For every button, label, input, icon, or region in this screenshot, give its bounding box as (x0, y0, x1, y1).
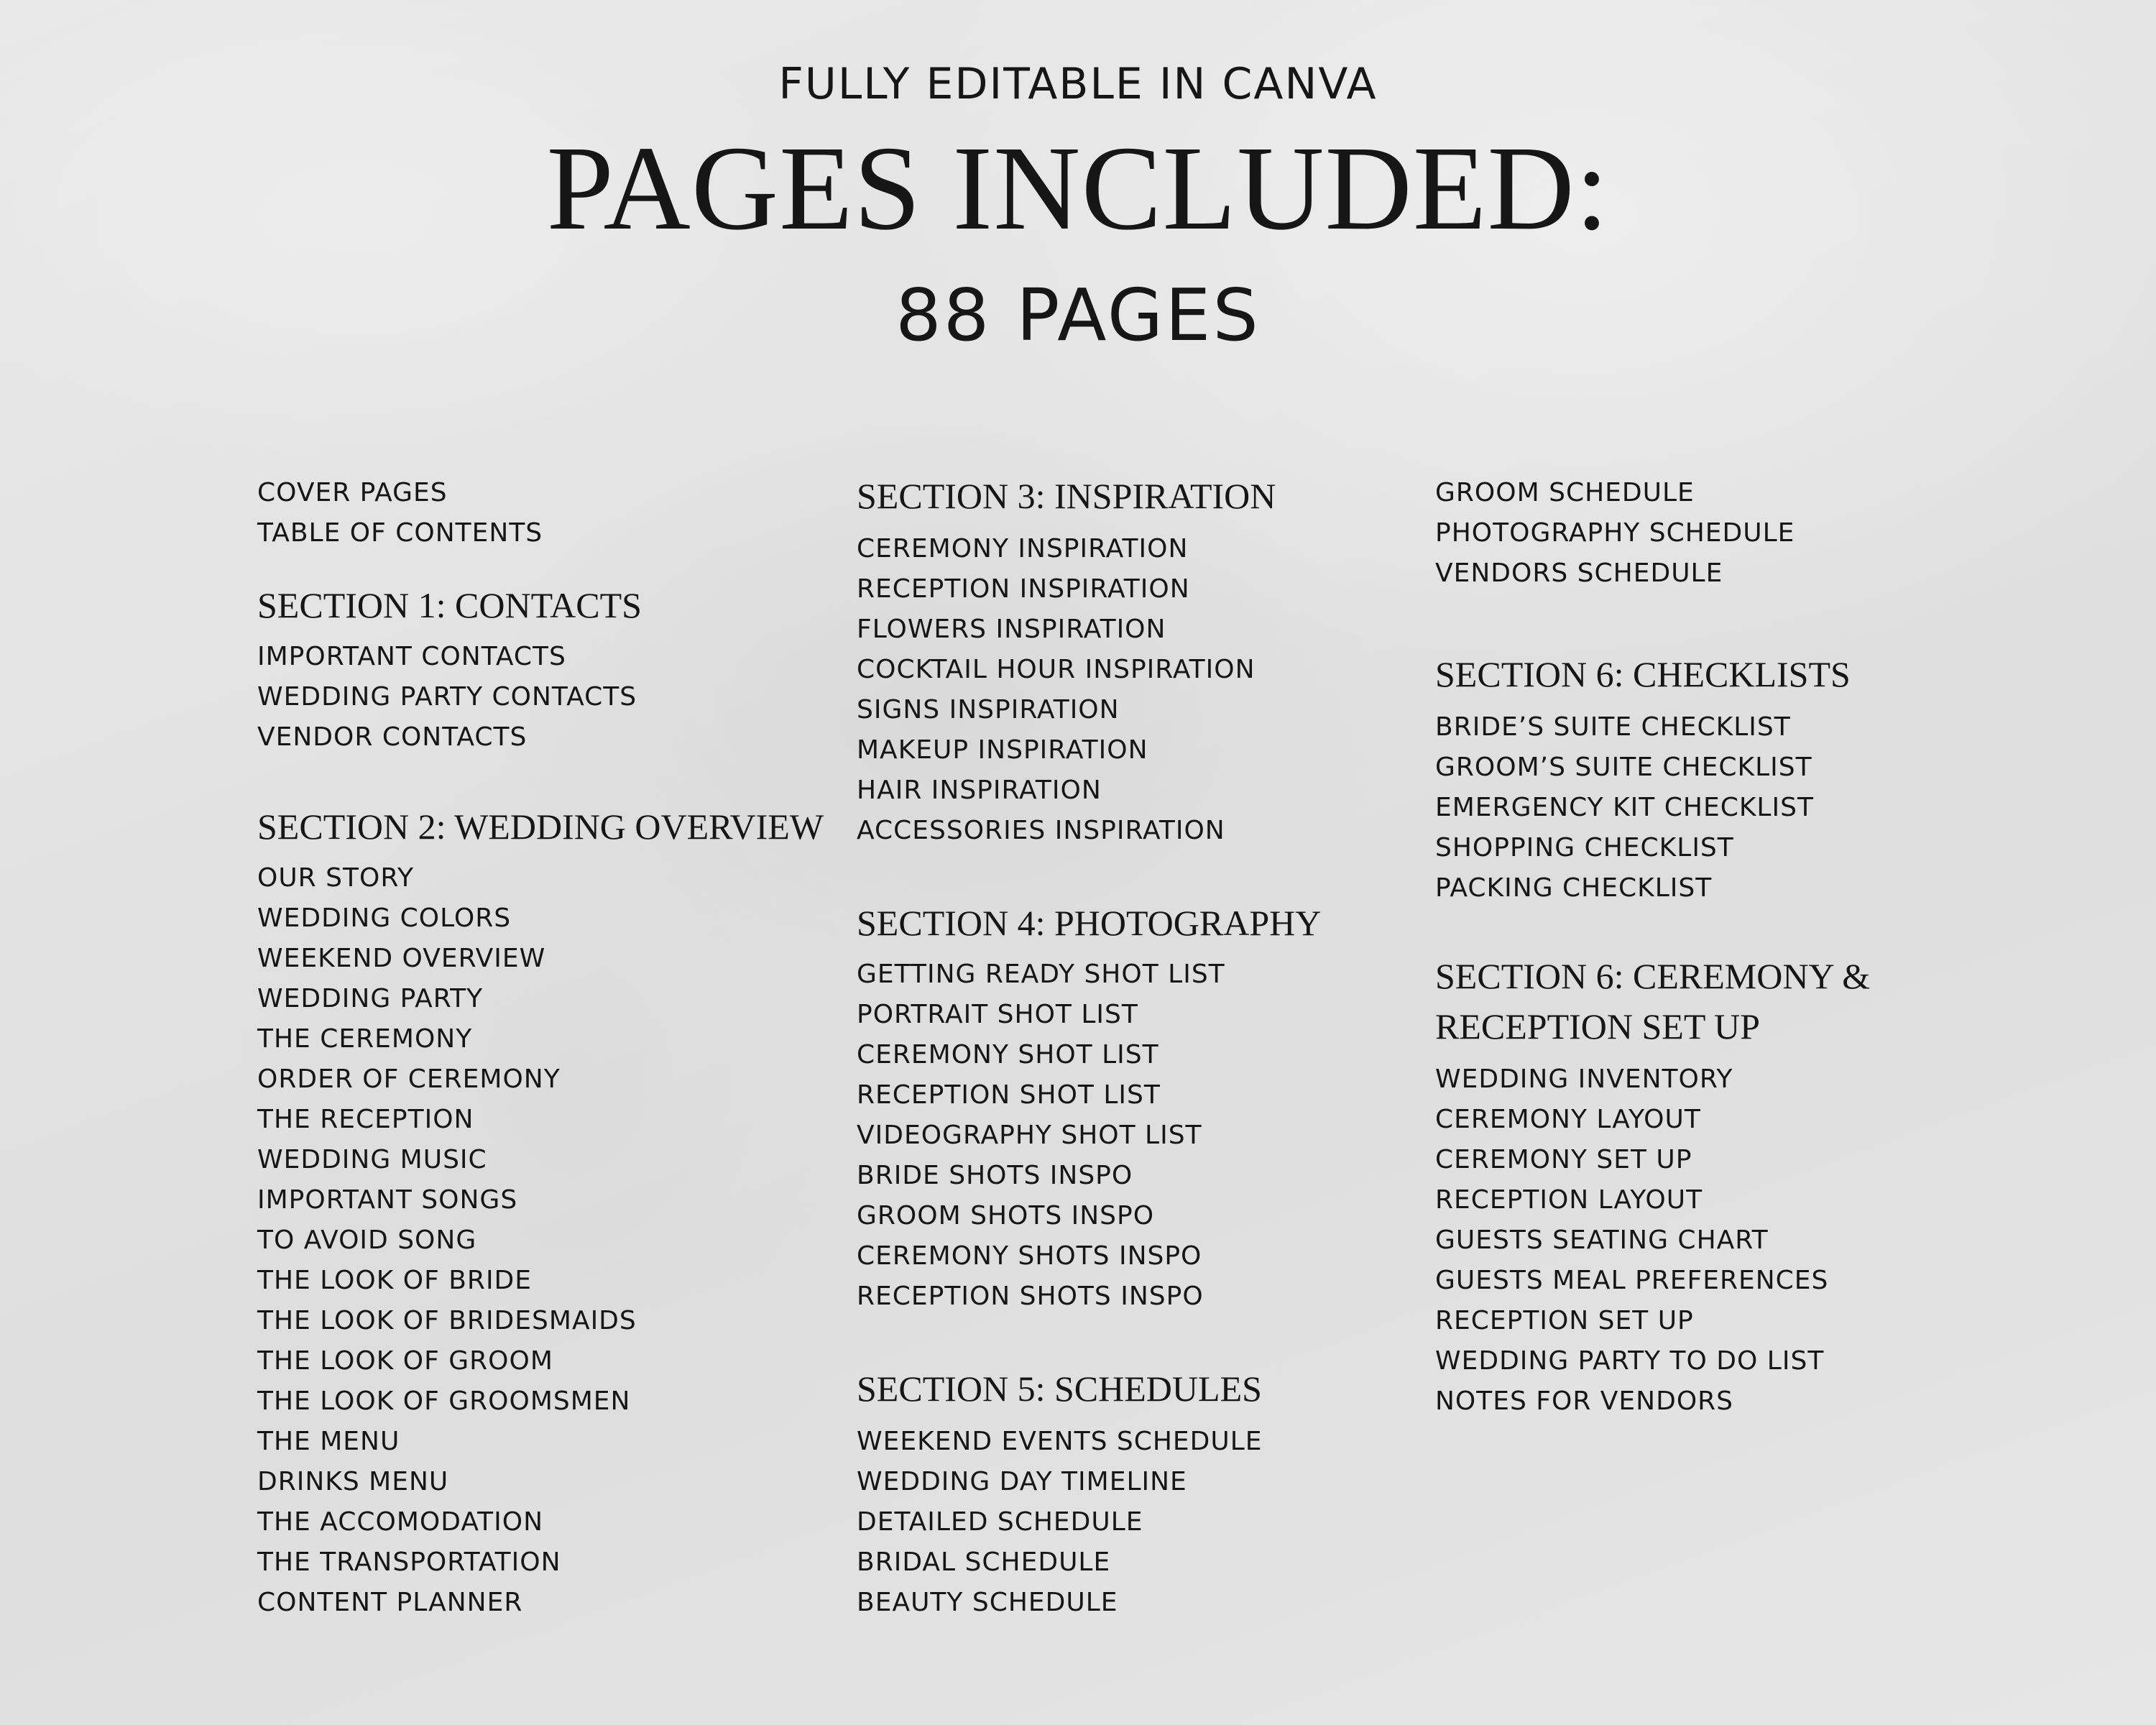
list-item: TO AVOID SONG (257, 1225, 477, 1255)
list-item: THE MENU (257, 1427, 400, 1456)
list-item: TABLE OF CONTENTS (257, 518, 543, 548)
section-heading: SECTION 1: CONTACTS (257, 585, 642, 625)
list-item: THE ACCOMODATION (257, 1507, 544, 1537)
list-item: PHOTOGRAPHY SCHEDULE (1435, 518, 1795, 548)
list-item: CEREMONY SHOT LIST (857, 1040, 1159, 1070)
list-item: GROOM SCHEDULE (1435, 478, 1695, 507)
list-item: GUESTS MEAL PREFERENCES (1435, 1266, 1829, 1295)
list-item: THE CEREMONY (257, 1024, 473, 1054)
list-item: THE RECEPTION (257, 1105, 474, 1134)
list-item: FLOWERS INSPIRATION (857, 615, 1166, 644)
list-item: NOTES FOR VENDORS (1435, 1386, 1734, 1416)
list-item: THE LOOK OF GROOM (257, 1346, 553, 1376)
subtitle: FULLY EDITABLE IN CANVA (778, 59, 1378, 109)
list-item: THE LOOK OF GROOMSMEN (257, 1386, 631, 1416)
list-item: RECEPTION SHOT LIST (857, 1080, 1161, 1110)
list-item: RECEPTION SET UP (1435, 1306, 1694, 1335)
list-item: IMPORTANT CONTACTS (257, 642, 566, 671)
section-heading: SECTION 6: CHECKLISTS (1435, 654, 1851, 694)
section-heading: SECTION 5: SCHEDULES (857, 1368, 1262, 1409)
list-item: MAKEUP INSPIRATION (857, 735, 1148, 765)
list-item: CEREMONY SET UP (1435, 1145, 1692, 1174)
list-item: GROOM SHOTS INSPO (857, 1201, 1155, 1230)
list-item: GETTING READY SHOT LIST (857, 960, 1225, 989)
list-item: WEEKEND OVERVIEW (257, 944, 546, 973)
list-item: THE LOOK OF BRIDESMAIDS (257, 1306, 637, 1335)
list-item: IMPORTANT SONGS (257, 1185, 518, 1215)
page-count: 88 PAGES (895, 273, 1261, 357)
list-item: WEDDING MUSIC (257, 1145, 487, 1174)
list-item: RECEPTION LAYOUT (1435, 1185, 1703, 1215)
list-item: BRIDAL SCHEDULE (857, 1547, 1111, 1577)
list-item: WEDDING DAY TIMELINE (857, 1467, 1187, 1496)
list-item: THE TRANSPORTATION (257, 1547, 561, 1577)
section-heading-continued: RECEPTION SET UP (1435, 1006, 1760, 1046)
list-item: HAIR INSPIRATION (857, 776, 1102, 805)
list-item: GUESTS SEATING CHART (1435, 1225, 1769, 1255)
list-item: CEREMONY LAYOUT (1435, 1105, 1701, 1134)
list-item: ACCESSORIES INSPIRATION (857, 816, 1225, 845)
section-heading: SECTION 4: PHOTOGRAPHY (857, 903, 1322, 943)
list-item: COVER PAGES (257, 478, 448, 507)
list-item: PACKING CHECKLIST (1435, 873, 1713, 903)
list-item: SHOPPING CHECKLIST (1435, 833, 1734, 862)
list-item: SIGNS INSPIRATION (857, 695, 1120, 724)
list-item: PORTRAIT SHOT LIST (857, 1000, 1138, 1029)
list-item: EMERGENCY KIT CHECKLIST (1435, 793, 1814, 822)
list-item: WEDDING PARTY CONTACTS (257, 682, 637, 712)
list-item: THE LOOK OF BRIDE (257, 1266, 533, 1295)
list-item: WEDDING COLORS (257, 903, 512, 933)
list-item: OUR STORY (257, 863, 415, 893)
list-item: VIDEOGRAPHY SHOT LIST (857, 1121, 1202, 1150)
list-item: GROOM’S SUITE CHECKLIST (1435, 753, 1812, 782)
list-item: WEEKEND EVENTS SCHEDULE (857, 1427, 1263, 1456)
list-item: VENDORS SCHEDULE (1435, 558, 1723, 588)
page-title: PAGES INCLUDED: (546, 121, 1610, 255)
list-item: RECEPTION INSPIRATION (857, 574, 1190, 604)
list-item: CEREMONY SHOTS INSPO (857, 1241, 1202, 1271)
section-heading: SECTION 2: WEDDING OVERVIEW (257, 806, 824, 847)
list-item: CONTENT PLANNER (257, 1588, 523, 1617)
list-item: BRIDE SHOTS INSPO (857, 1161, 1133, 1190)
list-item: ORDER OF CEREMONY (257, 1064, 561, 1094)
section-heading: SECTION 6: CEREMONY & (1435, 956, 1871, 996)
list-item: DRINKS MENU (257, 1467, 449, 1496)
section-heading: SECTION 3: INSPIRATION (857, 476, 1276, 516)
list-item: BRIDE’S SUITE CHECKLIST (1435, 712, 1791, 742)
list-item: VENDOR CONTACTS (257, 722, 528, 752)
list-item: COCKTAIL HOUR INSPIRATION (857, 655, 1256, 684)
list-item: CEREMONY INSPIRATION (857, 534, 1189, 564)
list-item: BEAUTY SCHEDULE (857, 1588, 1118, 1617)
list-item: WEDDING PARTY (257, 984, 484, 1013)
list-item: DETAILED SCHEDULE (857, 1507, 1143, 1537)
list-item: RECEPTION SHOTS INSPO (857, 1282, 1204, 1311)
list-item: WEDDING INVENTORY (1435, 1064, 1733, 1094)
list-item: WEDDING PARTY TO DO LIST (1435, 1346, 1825, 1376)
